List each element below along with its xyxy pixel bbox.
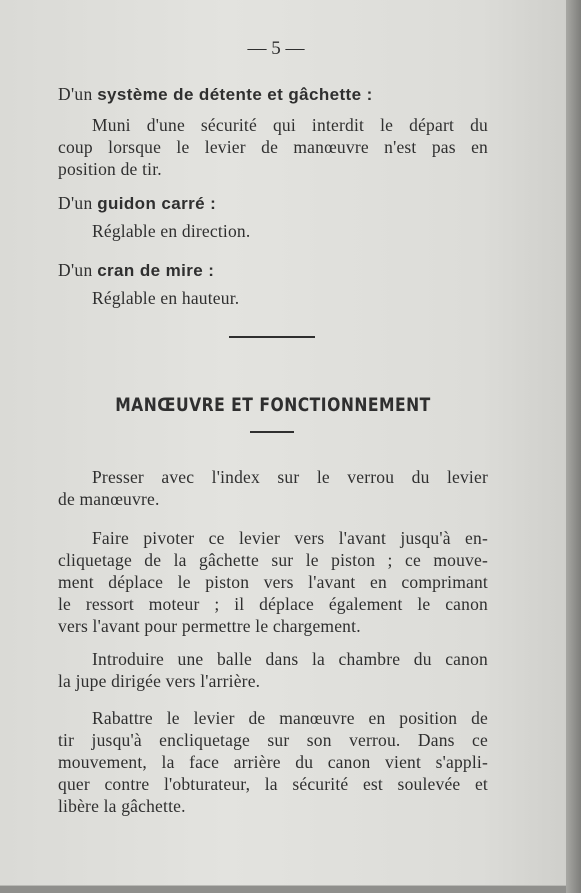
item-heading-detente — [58, 84, 373, 105]
item-heading-guidon — [58, 193, 216, 214]
item-body-cran — [58, 287, 488, 309]
text-line: tir jusqu'à encliquetage sur son verrou. Dans ce — [58, 730, 488, 750]
text-line: Introduire une balle dans la chambre du canon — [92, 649, 488, 669]
text-line: ment déplace le piston vers l'avant en comprimant — [58, 572, 488, 592]
text-line: libère la gâchette. — [58, 796, 186, 816]
item-heading-cran — [58, 260, 214, 281]
text-line: le ressort moteur ; il déplace également le canon — [58, 594, 488, 614]
divider-rule — [229, 336, 315, 338]
paragraph-presser — [58, 466, 488, 510]
text-line: cliquetage de la gâchette sur le piston ; ce mouve- — [58, 550, 488, 570]
text-line: de manœuvre. — [58, 489, 160, 509]
text-line: mouvement, la face arrière du canon vient s'appli- — [58, 752, 488, 772]
text-line: Muni d'une sécurité qui interdit le départ du — [92, 115, 488, 135]
text-line: coup lorsque le levier de manœuvre n'est pas en — [58, 137, 488, 157]
text-line: la jupe dirigée vers l'arrière. — [58, 671, 261, 691]
item-body-detente — [58, 114, 488, 180]
paragraph-pivoter — [58, 527, 488, 637]
text-line: Presser avec l'index sur le verrou du levier — [92, 467, 488, 487]
item-prefix: D'un — [58, 260, 93, 280]
text-line: Réglable en direction. — [92, 221, 251, 241]
item-body-guidon — [58, 220, 488, 242]
text-line: position de tir. — [58, 159, 162, 179]
text-line: vers l'avant pour permettre le chargement. — [58, 616, 361, 636]
text-line: Faire pivoter ce levier vers l'avant jusqu'à en- — [92, 528, 488, 548]
section-title: MANŒUVRE ET FONCTIONNEMENT — [115, 394, 431, 416]
item-title: système de détente et gâchette : — [97, 85, 373, 104]
text-line: Rabattre le levier de manœuvre en position de — [92, 708, 488, 728]
paragraph-introduire — [58, 648, 488, 692]
item-title: guidon carré : — [97, 194, 217, 213]
text-line: quer contre l'obturateur, la sécurité est soulevée et — [58, 774, 488, 794]
page-number: — 5 — — [247, 38, 305, 59]
page-edge — [566, 0, 581, 893]
title-underline — [250, 431, 294, 433]
item-prefix: D'un — [58, 84, 93, 104]
paragraph-rabattre — [58, 707, 488, 817]
item-prefix: D'un — [58, 193, 93, 213]
text-line: Réglable en hauteur. — [92, 288, 240, 308]
item-title: cran de mire : — [97, 261, 215, 280]
